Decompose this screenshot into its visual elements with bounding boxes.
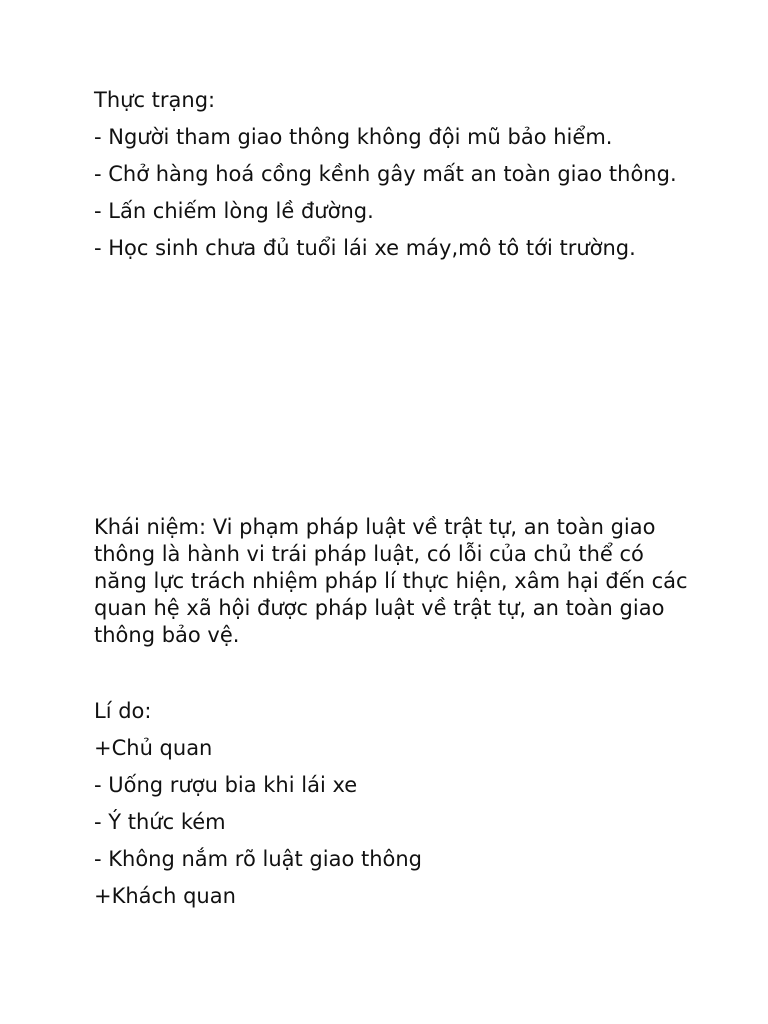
status-item: - Học sinh chưa đủ tuổi lái xe máy,mô tô tới trường. — [94, 236, 636, 260]
status-item: - Người tham giao thông không đội mũ bảo hiểm. — [94, 125, 613, 149]
status-section — [94, 87, 694, 262]
subjective-item: - Ý thức kém — [94, 810, 226, 834]
status-item: - Chở hàng hoá cồng kềnh gây mất an toàn giao thông. — [94, 162, 677, 186]
reasons-section — [94, 698, 694, 910]
subjective-label: +Chủ quan — [94, 736, 213, 760]
reasons-heading: Lí do: — [94, 699, 152, 723]
concept-section — [94, 514, 694, 649]
status-heading: Thực trạng: — [94, 88, 216, 112]
subjective-item: - Uống rượu bia khi lái xe — [94, 773, 358, 797]
subjective-item: - Không nắm rõ luật giao thông — [94, 847, 423, 871]
objective-label: +Khách quan — [94, 884, 236, 908]
concept-paragraph: Khái niệm: Vi phạm pháp luật về trật tự, an toàn giao thông là hành vi trái pháp luật, có lỗi của chủ thể có năng lực trách nhiệm pháp lí thực hiện, xâm hại đến các quan hệ xã hội được pháp luật về trật tự, an toàn giao thông bảo vệ. — [94, 515, 688, 647]
status-item: - Lấn chiếm lòng lề đường. — [94, 199, 374, 223]
